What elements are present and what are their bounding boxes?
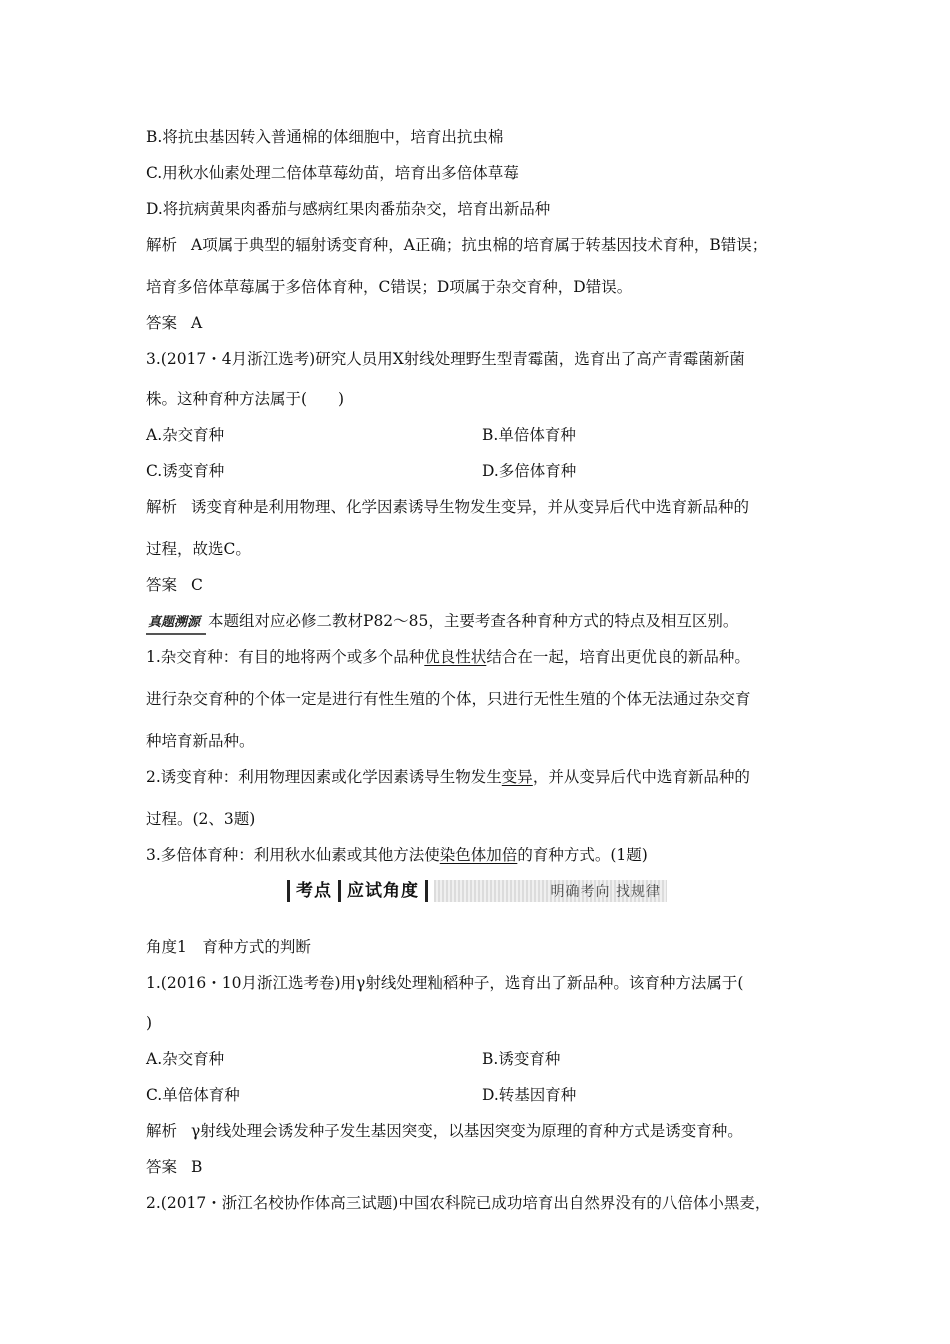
answer: [146, 575, 203, 595]
answer: [146, 313, 202, 333]
option-a: A.杂交育种: [146, 426, 225, 444]
analysis-text: 诱变育种是利用物理、化学因素诱导生物发生变异，并从变异后代中选育新品种的: [191, 498, 750, 516]
analysis-label: 解析: [146, 1122, 178, 1140]
banner-title-2: 应试角度: [341, 880, 428, 902]
section-banner: [287, 877, 667, 904]
text: ，并从变异后代中选育新品种的: [532, 768, 750, 786]
source-intro-text: 本题组对应必修二教材P82～85，主要考查各种育种方式的特点及相互区别。: [208, 612, 739, 630]
analysis: [146, 235, 767, 255]
analysis: [146, 497, 749, 517]
answer-value: B: [191, 1158, 203, 1176]
option-c: C.诱变育种: [146, 462, 225, 480]
option-b: B.将抗虫基因转入普通棉的体细胞中，培育出抗虫棉: [146, 128, 504, 146]
question-stem: 2.(2017・浙江名校协作体高三试题)中国农科院已成功培育出自然界没有的八倍体小黑麦，: [146, 1194, 771, 1212]
text: 的育种方式。(1题): [517, 846, 648, 864]
underlined-keyword: 优良性状: [424, 648, 487, 666]
source-point-2: [146, 767, 750, 787]
text: 1.杂交育种：有目的地将两个或多个品种: [146, 648, 425, 666]
analysis-continued: 培育多倍体草莓属于多倍体育种，C错误；D项属于杂交育种，D错误。: [146, 278, 633, 296]
question-stem-continued: ): [146, 1014, 153, 1032]
underlined-keyword: 变异: [501, 768, 533, 786]
answer-value: A: [191, 314, 203, 332]
option-c: C.单倍体育种: [146, 1086, 240, 1104]
option-d: D.多倍体育种: [482, 462, 577, 480]
text: 3.多倍体育种：利用秋水仙素或其他方法使: [146, 846, 440, 864]
source-point-3: [146, 845, 648, 865]
banner-title-1: 考点: [287, 880, 341, 902]
option-d: D.将抗病黄果肉番茄与感病红果肉番茄杂交，培育出新品种: [146, 200, 551, 218]
answer: [146, 1157, 202, 1177]
source-badge: 真题溯源: [146, 613, 206, 635]
angle-title: 角度1 育种方式的判断: [146, 938, 311, 956]
option-b: B.诱变育种: [482, 1050, 561, 1068]
question-stem-continued: 株。这种育种方法属于( ): [146, 390, 345, 408]
underlined-keyword: 染色体加倍: [439, 846, 518, 864]
analysis-continued: 过程，故选C。: [146, 540, 251, 558]
question-stem: 1.(2016・10月浙江选考卷)用γ射线处理籼稻种子，选育出了新品种。该育种方法属于(: [146, 974, 744, 992]
analysis-text: A项属于典型的辐射诱变育种，A正确；抗虫棉的培育属于转基因技术育种，B错误；: [191, 236, 768, 254]
option-a: A.杂交育种: [146, 1050, 225, 1068]
source-point-1-continued: 种培育新品种。: [146, 732, 255, 750]
answer-label: 答案: [146, 576, 178, 594]
source-intro: [146, 611, 738, 635]
option-d: D.转基因育种: [482, 1086, 577, 1104]
analysis: [146, 1121, 743, 1141]
text: 2.诱变育种：利用物理因素或化学因素诱导生物发生: [146, 768, 502, 786]
option-c: C.用秋水仙素处理二倍体草莓幼苗，培育出多倍体草莓: [146, 164, 519, 182]
analysis-label: 解析: [146, 498, 178, 516]
analysis-text: γ射线处理会诱发种子发生基因突变，以基因突变为原理的育种方式是诱变育种。: [191, 1122, 743, 1140]
text: 结合在一起，培育出更优良的新品种。: [486, 648, 750, 666]
question-stem: 3.(2017・4月浙江选考)研究人员用X射线处理野生型青霉菌，选育出了高产青霉菌新菌: [146, 350, 745, 368]
answer-value: C: [191, 576, 203, 594]
source-point-2-continued: 过程。(2、3题): [146, 810, 256, 828]
answer-label: 答案: [146, 314, 178, 332]
source-point-1: [146, 647, 750, 667]
source-point-1-continued: 进行杂交育种的个体一定是进行有性生殖的个体，只进行无性生殖的个体无法通过杂交育: [146, 690, 751, 708]
answer-label: 答案: [146, 1158, 178, 1176]
banner-subtitle-bar: [434, 880, 667, 902]
analysis-label: 解析: [146, 236, 178, 254]
banner-subtitle: 明确考向 找规律: [550, 883, 661, 900]
option-b: B.单倍体育种: [482, 426, 576, 444]
